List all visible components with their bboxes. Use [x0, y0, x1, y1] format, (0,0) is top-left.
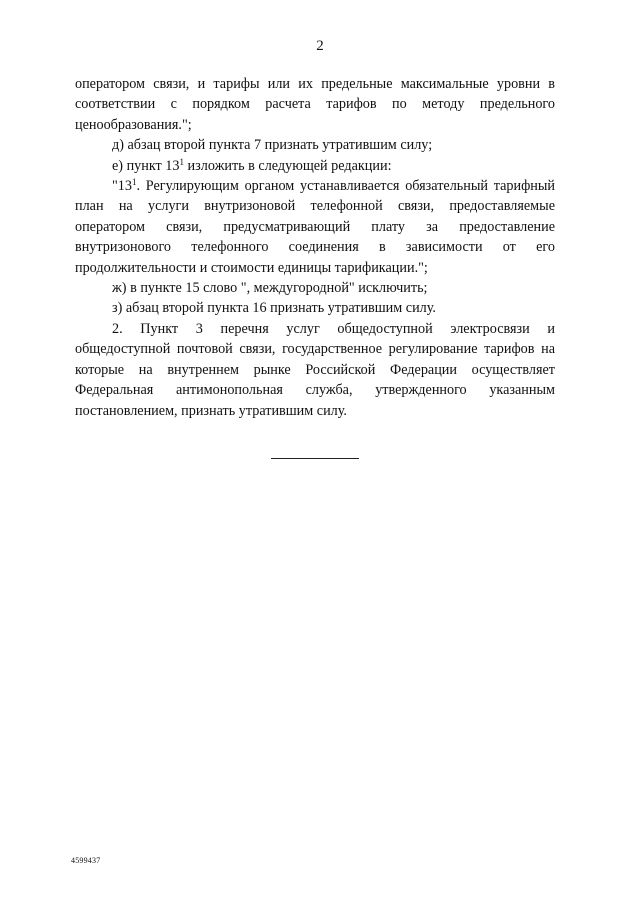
- paragraph-continuation: оператором связи, и тарифы или их предельные максимальные уровни в соответствии с порядком расчета тарифов по методу предельного ценообразования.";: [75, 76, 555, 133]
- clause-superscript: 1: [131, 177, 137, 188]
- clause-text-before: "13: [112, 178, 132, 195]
- document-id: 4599437: [71, 856, 101, 865]
- paragraph-item-zh: ж) в пункте 15 слово ", междугородной" исключить;: [112, 280, 428, 297]
- paragraph-new-clause-13-1: [75, 176, 555, 278]
- clause-text-after: . Регулирующим органом устанавливается обязательный тарифный план на услуги внутризоновой телефонной связи, предоставляемые оператором связи, предусматривающий плату за предоставление внутризонового телефонного соединения в зависимости от его продолжительности и стоимости единицы тарификации.";: [75, 178, 555, 276]
- paragraph-point-2: 2. Пункт 3 перечня услуг общедоступной электросвязи и общедоступной почтовой связи, государственное регулирование тарифов на которые на внутреннем рынке Российской Федерации осуществляет Федеральная антимонопольная служба, утвержденного указанным постановлением, признать утратившим силу.: [75, 320, 555, 419]
- document-body: [75, 74, 555, 421]
- item-e-text-before: е) пункт 13: [112, 157, 180, 174]
- paragraph-item-z: з) абзац второй пункта 16 признать утратившим силу.: [112, 300, 436, 317]
- paragraph-item-e: [75, 156, 555, 176]
- item-e-text-after: изложить в следующей редакции:: [184, 157, 392, 174]
- page-number: 2: [316, 38, 324, 54]
- item-e-superscript: 1: [179, 156, 184, 167]
- end-divider: [271, 458, 359, 459]
- paragraph-item-d: д) абзац второй пункта 7 признать утратившим силу;: [112, 137, 433, 154]
